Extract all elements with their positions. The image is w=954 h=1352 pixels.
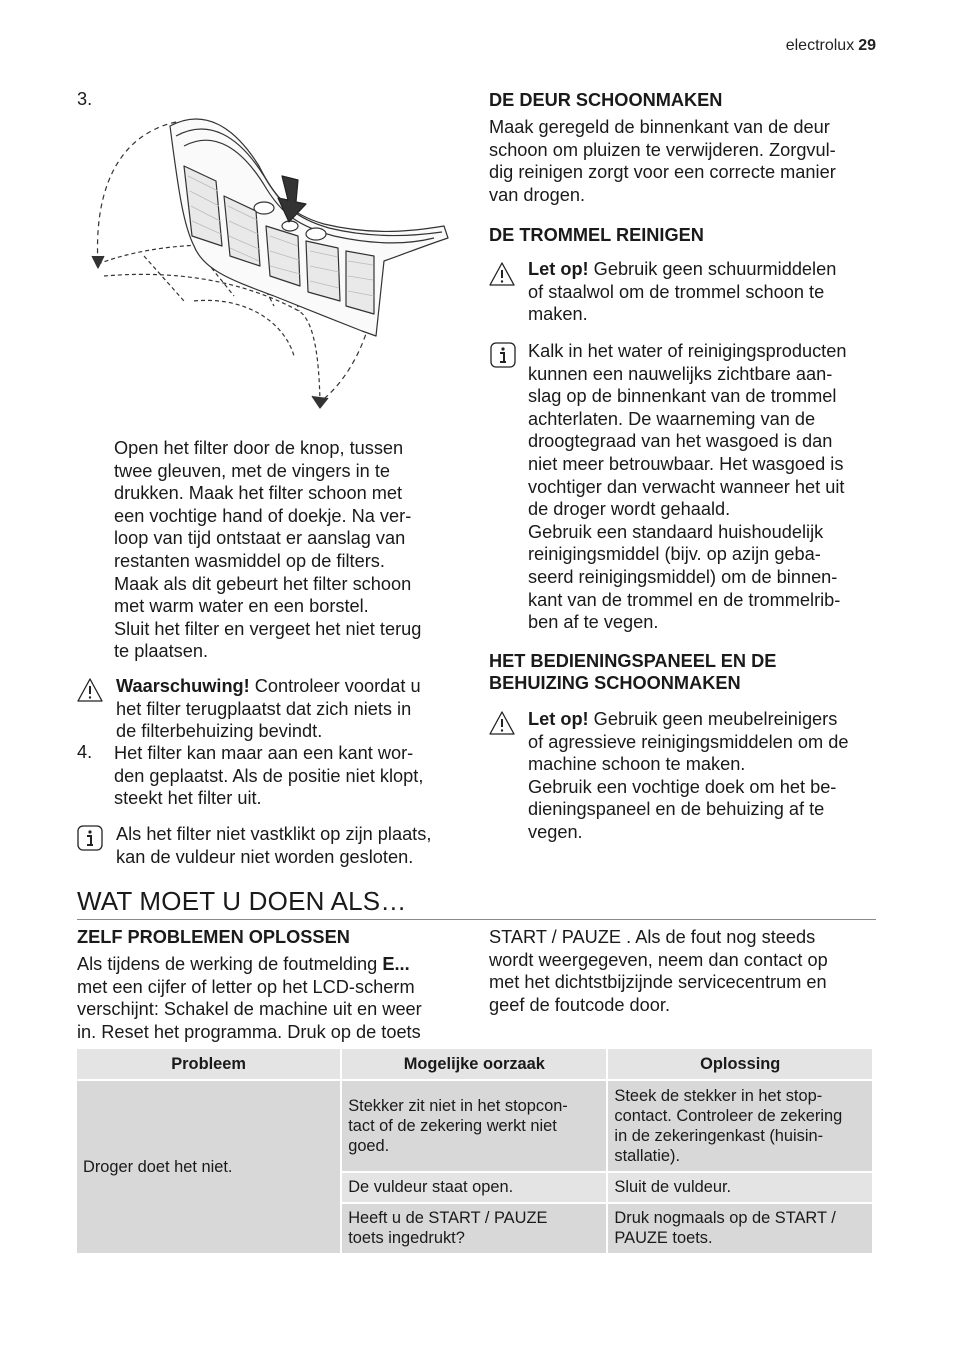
solution-line: Druk nogmaals op de START /	[614, 1209, 836, 1228]
door-line: dig reinigen zorgt voor een correcte manier	[489, 162, 836, 183]
section-divider	[77, 919, 876, 920]
panel-heading-line: HET BEDIENINGSPANEEL EN DE	[489, 651, 777, 671]
drum-caution-line: maken.	[528, 304, 588, 325]
info-line: kan de vuldeur niet worden gesloten.	[116, 846, 414, 867]
cause-cell	[342, 1202, 606, 1253]
page-number: 29	[858, 37, 876, 54]
panel-heading	[489, 650, 776, 694]
drum-info-line: droogtegraad van het wasgoed is dan	[528, 431, 833, 452]
filter-illustration	[84, 96, 464, 416]
warning-line: de filterbehuizing bevindt.	[116, 721, 323, 742]
solution-cell	[608, 1171, 872, 1202]
intro-line: Als tijdens de werking de foutmelding	[77, 954, 383, 974]
step-3-line: met warm water en een borstel.	[114, 596, 369, 617]
intro-line: in. Reset het programma. Druk op de toets	[77, 1021, 421, 1042]
step-3-line: Open het filter door de knop, tussen	[114, 438, 404, 458]
step-3-line: te plaatsen.	[114, 641, 209, 662]
drum-info-line: slag op de binnenkant van de trommel	[528, 386, 837, 407]
header-problem: Probleem	[77, 1049, 340, 1081]
drum-info-line: Kalk in het water of reinigingsproducten	[528, 341, 847, 361]
door-line: Maak geregeld de binnenkant van de deur	[489, 117, 830, 137]
panel-caution-line: machine schoon te maken.	[528, 754, 746, 775]
drum-info-line: reinigingsmiddel (bijv. op azijn geba-	[528, 544, 821, 565]
intro-line: met een cijfer of letter op het LCD-scherm	[77, 976, 415, 997]
warning-triangle-icon	[77, 677, 103, 703]
door-line: schoon om pluizen te verwijderen. Zorgvul-	[489, 139, 836, 160]
panel-caution-text	[528, 708, 888, 844]
drum-caution-line: Gebruik geen schuurmiddelen	[588, 259, 837, 279]
intro-line: met het dichtstbijzijnde servicecentrum en	[489, 972, 827, 993]
error-code: E...	[382, 954, 410, 974]
step-3-number: 3.	[77, 89, 93, 109]
drum-info-line: Gebruik een standaard huishoudelijk	[528, 521, 824, 542]
step-4-line: steekt het filter uit.	[114, 788, 262, 809]
troubleshoot-intro-right	[489, 926, 889, 1016]
troubleshoot-intro-left	[77, 953, 467, 1043]
drum-info-line: kunnen een nauwelijks zichtbare aan-	[528, 363, 833, 384]
cause-line: Stekker zit niet in het stopcon-	[348, 1097, 568, 1116]
door-line: van drogen.	[489, 184, 586, 205]
drum-caution-text	[528, 258, 888, 326]
warning-line: het filter terugplaatst dat zich niets in	[116, 698, 412, 719]
drum-info-line: niet meer betrouwbaar. Het wasgoed is	[528, 453, 844, 474]
drum-info-line: de droger wordt gehaald.	[528, 499, 731, 520]
drum-heading: DE TROMMEL REINIGEN	[489, 225, 704, 245]
step-3-line: Sluit het filter en vergeet het niet terug	[114, 618, 422, 639]
solution-line: Sluit de vuldeur.	[614, 1178, 732, 1197]
cause-line: De vuldeur staat open.	[348, 1178, 514, 1197]
table-row	[77, 1081, 872, 1171]
problem-cell: Droger doet het niet.	[77, 1081, 340, 1253]
step-4-line: den geplaatst. Als de positie niet klopt,	[114, 765, 424, 786]
step-3-line: loop van tijd ontstaat er aanslag van	[114, 528, 406, 549]
info-line: Als het filter niet vastklikt op zijn plaats,	[116, 824, 432, 844]
step-4-text	[114, 742, 474, 810]
solution-cell	[608, 1081, 872, 1171]
filter-drawing	[84, 96, 464, 416]
solution-line: PAUZE toets.	[614, 1229, 713, 1248]
panel-caution-line: Gebruik geen meubelreinigers	[588, 709, 838, 729]
solution-cell	[608, 1202, 872, 1253]
panel-caution-line: of agressieve reinigingsmiddelen om de	[528, 731, 849, 752]
warning-text	[116, 675, 466, 743]
solution-line: Steek de stekker in het stop-	[614, 1087, 823, 1106]
step-4-line: Het filter kan maar aan een kant wor-	[114, 743, 414, 763]
panel-heading-line: BEHUIZING SCHOONMAKEN	[489, 673, 741, 693]
drum-caution-label: Let op!	[528, 259, 589, 279]
intro-line: geef de foutcode door.	[489, 994, 671, 1015]
info-icon	[77, 825, 103, 851]
door-heading: DE DEUR SCHOONMAKEN	[489, 90, 723, 110]
warning-label: Waarschuwing!	[116, 676, 250, 696]
drum-info-line: achterlaten. De waarneming van de	[528, 408, 816, 429]
panel-caution-line: dieningspaneel en de behuizing af te	[528, 799, 825, 820]
drum-info-text	[528, 340, 888, 634]
troubleshooting-table	[75, 1049, 874, 1253]
drum-info-line: kant van de trommel en de trommelrib-	[528, 589, 841, 610]
info-text	[116, 823, 476, 868]
warning-triangle-icon	[489, 261, 515, 287]
step-3-text	[114, 437, 474, 663]
cause-cell	[342, 1171, 606, 1202]
intro-line: wordt weergegeven, neem dan contact op	[489, 949, 828, 970]
warning-line: Controleer voordat u	[249, 676, 421, 696]
step-3-line: een vochtige hand of doekje. Na ver-	[114, 505, 412, 526]
door-text	[489, 116, 889, 206]
drum-info-line: ben af te vegen.	[528, 612, 659, 633]
cause-line: goed.	[348, 1137, 390, 1156]
step-3-line: twee gleuven, met de vingers in te	[114, 460, 391, 481]
table-header-row	[77, 1049, 872, 1081]
drum-info-line: vochtiger dan verwacht wanneer het uit	[528, 476, 845, 497]
panel-caution-label: Let op!	[528, 709, 589, 729]
panel-caution-line: Gebruik een vochtige doek om het be-	[528, 776, 837, 797]
info-icon	[490, 342, 516, 368]
intro-line: START / PAUZE . Als de fout nog steeds	[489, 927, 816, 947]
warning-triangle-icon	[489, 710, 515, 736]
step-3-line: restanten wasmiddel op de filters.	[114, 550, 385, 571]
cause-line: tact of de zekering werkt niet	[348, 1117, 557, 1136]
solution-line: in de zekeringenkast (huisin-	[614, 1127, 824, 1146]
drum-caution-line: of staalwol om de trommel schoon te	[528, 281, 825, 302]
brand-name: electrolux	[785, 37, 855, 54]
cause-line: Heeft u de START / PAUZE	[348, 1209, 548, 1228]
step-3-line: drukken. Maak het filter schoon met	[114, 483, 403, 504]
solution-line: stallatie).	[614, 1147, 681, 1166]
step-4-number: 4.	[77, 742, 93, 762]
intro-line: verschijnt: Schakel de machine uit en weer	[77, 999, 422, 1020]
panel-caution-line: vegen.	[528, 821, 583, 842]
section-title: WAT MOET U DOEN ALS…	[77, 886, 407, 916]
cause-line: toets ingedrukt?	[348, 1229, 465, 1248]
page-header	[786, 37, 876, 55]
troubleshoot-heading: ZELF PROBLEMEN OPLOSSEN	[77, 927, 350, 947]
drum-info-line: seerd reinigingsmiddel) om de binnen-	[528, 566, 838, 587]
header-solution: Oplossing	[608, 1049, 872, 1081]
header-cause: Mogelijke oorzaak	[342, 1049, 606, 1081]
solution-line: contact. Controleer de zekering	[614, 1107, 843, 1126]
step-3-line: Maak als dit gebeurt het filter schoon	[114, 573, 412, 594]
cause-cell	[342, 1081, 606, 1171]
